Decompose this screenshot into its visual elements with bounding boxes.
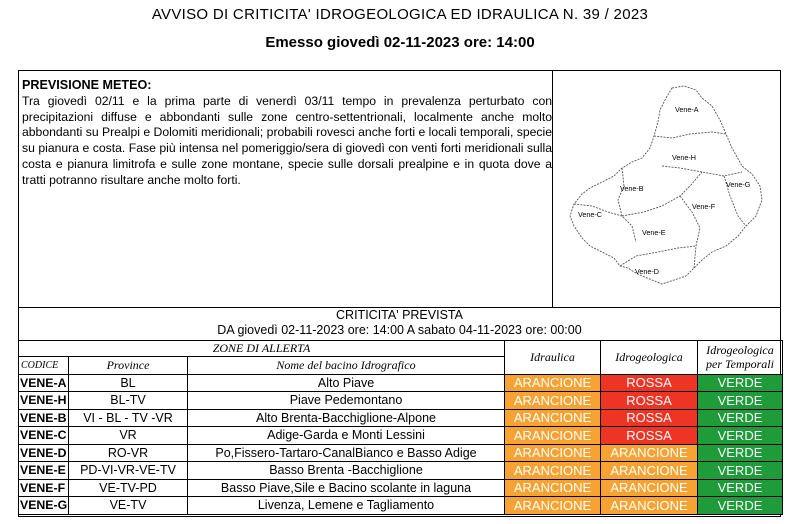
zone-border-a: [654, 132, 726, 138]
table-row: [19, 497, 783, 515]
temporali-level: VERDE: [698, 444, 783, 462]
bacino-cell: Alto Brenta-Bacchiglione-Alpone: [188, 409, 505, 427]
col-codice: CODICE: [19, 357, 69, 375]
map-label-vene-g: Vene-G: [726, 180, 751, 189]
veneto-zone-map: [562, 76, 767, 301]
map-label-vene-e: Vene-E: [642, 228, 666, 237]
province-cell: VR: [69, 427, 188, 445]
forecast-heading: PREVISIONE METEO:: [22, 78, 152, 92]
bacino-cell: Basso Piave,Sile e Bacino scolante in laguna: [188, 479, 505, 497]
map-label-vene-c: Vene-C: [578, 210, 602, 219]
idraulica-level: ARANCIONE: [505, 479, 601, 497]
zone-code: VENE-B: [19, 409, 69, 427]
bacino-cell: Livenza, Lemene e Tagliamento: [188, 497, 505, 515]
zone-code: VENE-F: [19, 479, 69, 497]
map-label-vene-d: Vene-D: [635, 267, 659, 276]
idraulica-level: ARANCIONE: [505, 462, 601, 480]
divider-vertical: [552, 70, 553, 308]
alert-table: [18, 340, 783, 515]
weather-forecast: [22, 78, 552, 189]
criticita-title: CRITICITA' PREVISTA: [336, 308, 463, 322]
table-row: [19, 479, 783, 497]
idrogeologica-level: ARANCIONE: [601, 444, 698, 462]
bacino-cell: Adige-Garda e Monti Lessini: [188, 427, 505, 445]
idraulica-level: ARANCIONE: [505, 409, 601, 427]
zone-code: VENE-C: [19, 427, 69, 445]
criticita-range: DA giovedì 02-11-2023 ore: 14:00 A sabato 04-11-2023 ore: 00:00: [217, 323, 582, 337]
zone-code: VENE-G: [20, 498, 68, 513]
province-cell: VI - BL - TV -VR: [69, 409, 188, 427]
idrogeologica-level: ARANCIONE: [601, 479, 698, 497]
issue-date: Emesso giovedì 02-11-2023 ore: 14:00: [265, 34, 535, 51]
forecast-text: Tra giovedì 02/11 e la prima parte di venerdì 03/11 tempo in prevalenza perturbato con precipitazioni diffuse e abbondanti sulle zone centro-settentrionali, localmente anche molto abbondanti su Prealpi e Dolomiti meridionali; probabili rovesci anche forti e locali temporali, specie su pianura e costa. Fase più intensa nel pomeriggio/sera di giovedì con venti forti meridionali sulla costa e pianura limitrofa e sulle zone montane, specie sulle dorsali prealpine e in quota dove a tratti potranno risultare anche molto forti.: [22, 93, 552, 187]
col-temporali: [698, 341, 783, 375]
province-cell: VE-TV-PD: [69, 479, 188, 497]
idraulica-level: ARANCIONE: [505, 444, 601, 462]
table-row: [19, 444, 783, 462]
document-title: AVVISO DI CRITICITA' IDROGEOLOGICA ED IDRAULICA N. 39 / 2023: [151, 6, 649, 23]
table-row: [19, 374, 783, 392]
col-bacino: Nome del bacino Idrografico: [188, 357, 505, 375]
temporali-level: VERDE: [698, 497, 783, 515]
temporali-level: VERDE: [698, 427, 783, 445]
bacino-cell: Po,Fissero-Tartaro-CanalBianco e Basso Adige: [188, 444, 505, 462]
col-temporali-line2: per Temporali: [706, 357, 774, 372]
province-cell: PD-VI-VR-VE-TV: [69, 462, 188, 480]
idrogeologica-level: ARANCIONE: [601, 462, 698, 480]
table-row: [19, 392, 783, 410]
idraulica-level: ARANCIONE: [505, 392, 601, 410]
col-idraulica: Idraulica: [505, 341, 601, 375]
zone-code: VENE-A: [19, 374, 69, 392]
temporali-level: VERDE: [698, 374, 783, 392]
table-body: [19, 374, 783, 514]
temporali-level: VERDE: [698, 479, 783, 497]
zone-code: VENE-E: [19, 462, 69, 480]
zone-header: ZONE DI ALLERTA: [19, 341, 505, 357]
zone-border-h: [662, 166, 742, 176]
idraulica-level: ARANCIONE: [505, 497, 601, 515]
bacino-cell: Basso Brenta -Bacchiglione: [188, 462, 505, 480]
map-label-vene-h: Vene-H: [672, 153, 696, 162]
province-cell: RO-VR: [69, 444, 188, 462]
idraulica-level: ARANCIONE: [505, 374, 601, 392]
province-cell: BL: [69, 374, 188, 392]
col-idrogeologica: Idrogeologica: [601, 341, 698, 375]
bacino-cell: Alto Piave: [188, 374, 505, 392]
table-header-row-1: [19, 341, 783, 357]
table-row: [19, 427, 783, 445]
map-label-vene-a: Vene-A: [675, 105, 699, 114]
table-row: [19, 462, 783, 480]
map-label-vene-b: Vene-B: [620, 184, 644, 193]
temporali-level: VERDE: [698, 392, 783, 410]
idrogeologica-level: ROSSA: [601, 392, 698, 410]
province-cell: VE-TV: [69, 497, 188, 515]
table-row: [19, 409, 783, 427]
map-label-vene-f: Vene-F: [692, 202, 716, 211]
col-province: Province: [69, 357, 188, 375]
bacino-cell: Piave Pedemontano: [188, 392, 505, 410]
zone-border-d: [620, 246, 696, 266]
temporali-level: VERDE: [698, 409, 783, 427]
idraulica-level: ARANCIONE: [505, 427, 601, 445]
idrogeologica-level: ROSSA: [601, 409, 698, 427]
temporali-level: VERDE: [698, 462, 783, 480]
zone-code: VENE-D: [19, 444, 69, 462]
province-cell: BL-TV: [69, 392, 188, 410]
zone-code: VENE-H: [19, 392, 69, 410]
idrogeologica-level: ROSSA: [601, 427, 698, 445]
idrogeologica-level: ARANCIONE: [601, 497, 698, 515]
col-temporali-line1: Idrogeologica: [706, 343, 774, 358]
idrogeologica-level: ROSSA: [601, 374, 698, 392]
